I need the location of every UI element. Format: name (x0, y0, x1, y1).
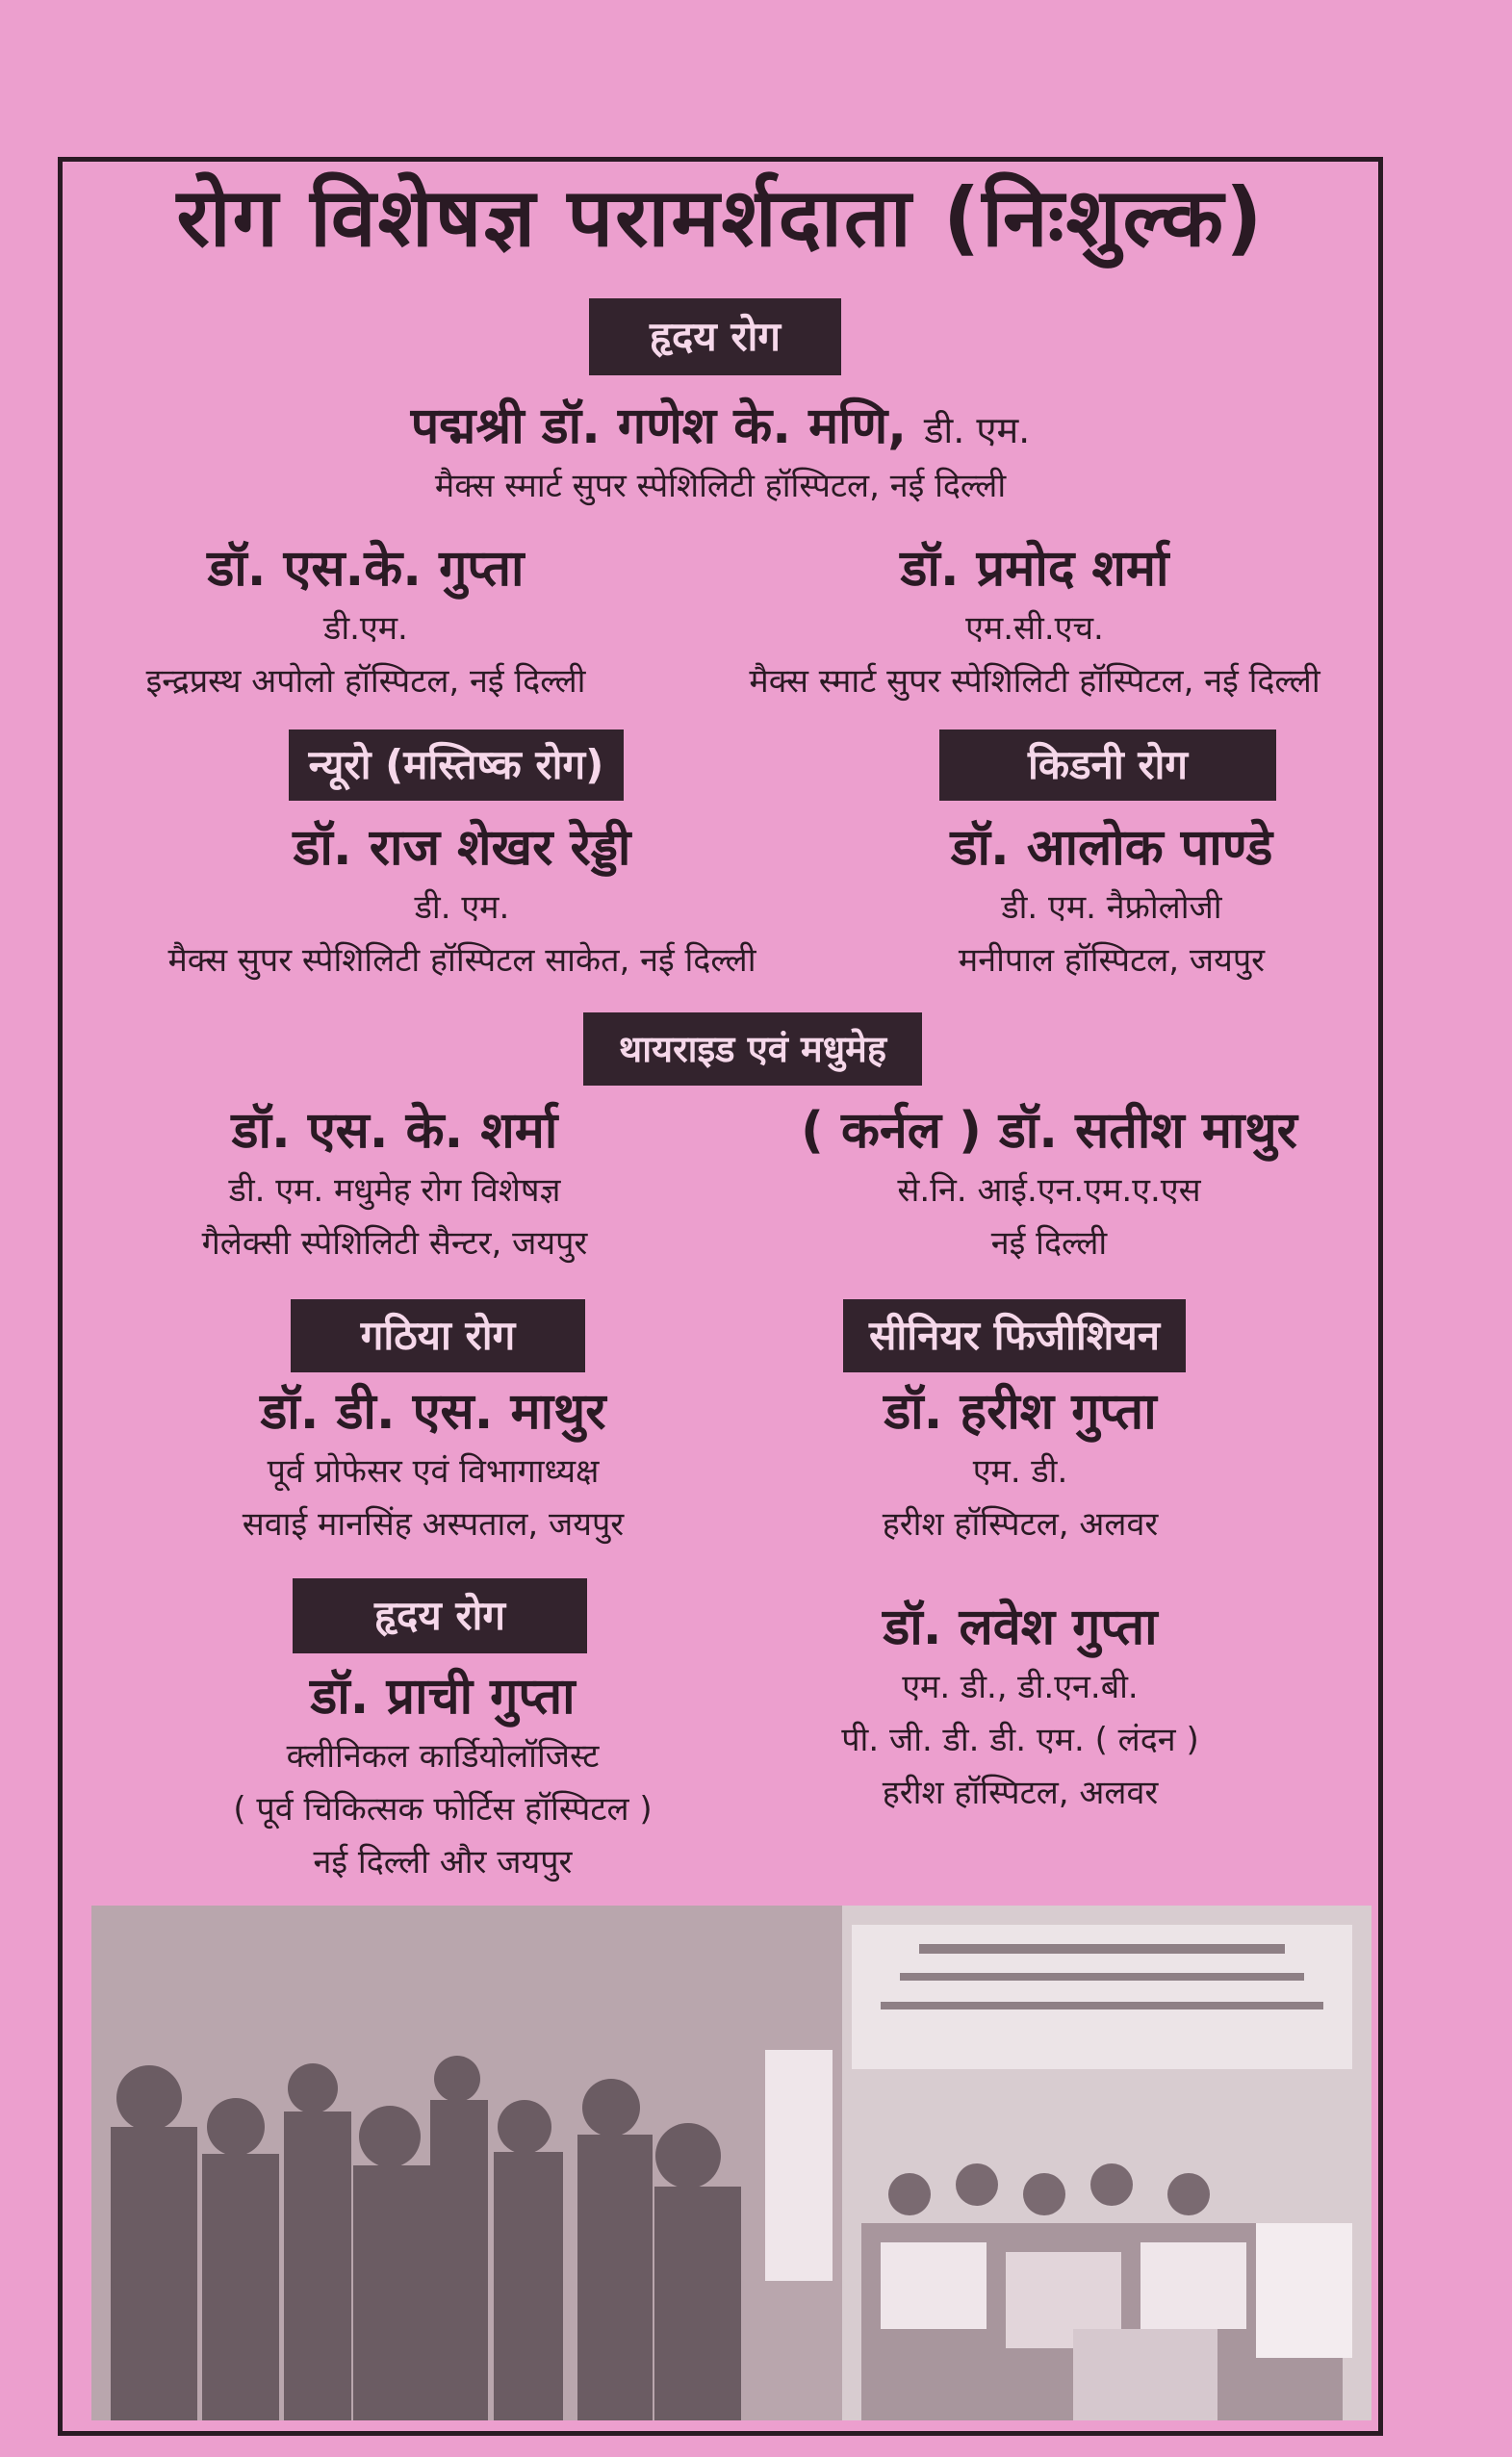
doctor-card-pramod (693, 535, 1376, 708)
doctor-hospital: मैक्स स्मार्ट सुपर स्पेशिलिटी हॉस्पिटल, नई दिल्ली (749, 662, 1320, 702)
doctor-hospital: हरीश हॉस्पिटल, अलवर (882, 1505, 1159, 1545)
doctor-position: पूर्व प्रोफेसर एवं विभागाध्यक्ष (267, 1452, 600, 1492)
doctor-card-sk-gupta (67, 535, 664, 708)
event-photo-illustration (91, 1906, 1371, 2420)
doctor-card-mani (58, 393, 1383, 513)
doctor-hospital: इन्द्रप्रस्थ अपोलो हॉस्पिटल, नई दिल्ली (145, 662, 586, 702)
doctor-degree: एम. डी. (972, 1452, 1068, 1492)
doctor-degree: डी. एम. नैफ्रोलोजी (1001, 888, 1222, 928)
doctor-hospital: मैक्स स्मार्ट सुपर स्पेशिलिटी हॉस्पिटल, नई दिल्ली (434, 467, 1007, 506)
doctor-degree: से.नि. आई.एन.एम.ए.एस (897, 1171, 1201, 1211)
doctor-hospital: सवाई मानसिंह अस्पताल, जयपुर (242, 1505, 625, 1545)
doctor-name-text: पद्मश्री डॉ. गणेश के. मणि, (410, 397, 907, 455)
doctor-name: डॉ. डी. एस. माथुर (260, 1383, 606, 1441)
doctor-former-hospital: ( पूर्व चिकित्सक फोर्टिस हॉस्पिटल ) (233, 1790, 653, 1830)
doctor-location: नई दिल्ली और जयपुर (313, 1843, 573, 1882)
doctor-hospital: मनीपाल हॉस्पिटल, जयपुर (958, 941, 1266, 981)
section-heart-banner: हृदय रोग (589, 298, 841, 375)
doctor-name: डॉ. लवेश गुप्ता (883, 1599, 1158, 1656)
doctor-card-lavesh (751, 1594, 1290, 1820)
doctor-name: ( कर्नल ) डॉ. सतीश माथुर (801, 1102, 1297, 1160)
doctor-card-sk-sharma (87, 1097, 703, 1270)
event-photo (91, 1906, 1371, 2420)
doctor-degree: एम. डी., डी.एन.बी. (902, 1668, 1139, 1707)
doctor-name: डॉ. आलोक पाण्डे (950, 819, 1273, 877)
doctor-name: डॉ. प्राची गुप्ता (310, 1668, 576, 1726)
doctor-name: डॉ. हरीश गुप्ता (884, 1383, 1157, 1441)
section-heart2-banner: हृदय रोग (293, 1578, 587, 1653)
section-arthritis-banner: गठिया रोग (291, 1299, 585, 1372)
doctor-degree-2: पी. जी. डी. डी. एम. ( लंदन ) (841, 1721, 1199, 1760)
doctor-hospital: हरीश हॉस्पिटल, अलवर (882, 1774, 1159, 1813)
doctor-hospital: मैक्स सुपर स्पेशिलिटी हॉस्पिटल साकेत, नई दिल्ली (167, 941, 756, 981)
doctor-card-pande (866, 814, 1357, 987)
section-neuro-banner: न्यूरो (मस्तिष्क रोग) (289, 729, 624, 801)
doctor-name: डॉ. एस. के. शर्मा (231, 1102, 558, 1160)
section-thyroid-banner: थायराइड एवं मधुमेह (583, 1012, 922, 1086)
doctor-card-reddy (67, 814, 857, 987)
doctor-card-prachi (144, 1663, 741, 1889)
doctor-hospital: गैलेक्सी स्पेशिलिटी सैन्टर, जयपुर (201, 1224, 588, 1264)
section-kidney-banner: किडनी रोग (939, 729, 1276, 801)
doctor-location: नई दिल्ली (990, 1224, 1108, 1264)
doctor-degree: डी. एम. मधुमेह रोग विशेषज्ञ (228, 1171, 561, 1211)
doctor-name (58, 393, 1383, 460)
page-title: रोग विशेषज्ञ परामर्शदाता (निःशुल्क) (176, 170, 1265, 265)
doctor-degree: डी. एम. (414, 888, 510, 928)
section-physician-banner: सीनियर फिजीशियन (843, 1299, 1186, 1372)
doctor-degree: डी.एम. (323, 609, 408, 649)
doctor-degree: एम.सी.एच. (965, 609, 1104, 649)
doctor-specialty: क्लीनिकल कार्डियोलॉजिस्ट (286, 1737, 600, 1777)
doctor-name: डॉ. प्रमोद शर्मा (900, 540, 1169, 598)
doctor-card-satish-mathur (741, 1097, 1357, 1270)
doctor-name: डॉ. एस.के. गुप्ता (207, 540, 525, 598)
doctor-card-harish (751, 1378, 1290, 1551)
doctor-name: डॉ. राज शेखर रेड्डी (293, 819, 631, 877)
doctor-degree: डी. एम. (924, 409, 1031, 451)
doctor-card-ds-mathur (106, 1378, 760, 1551)
